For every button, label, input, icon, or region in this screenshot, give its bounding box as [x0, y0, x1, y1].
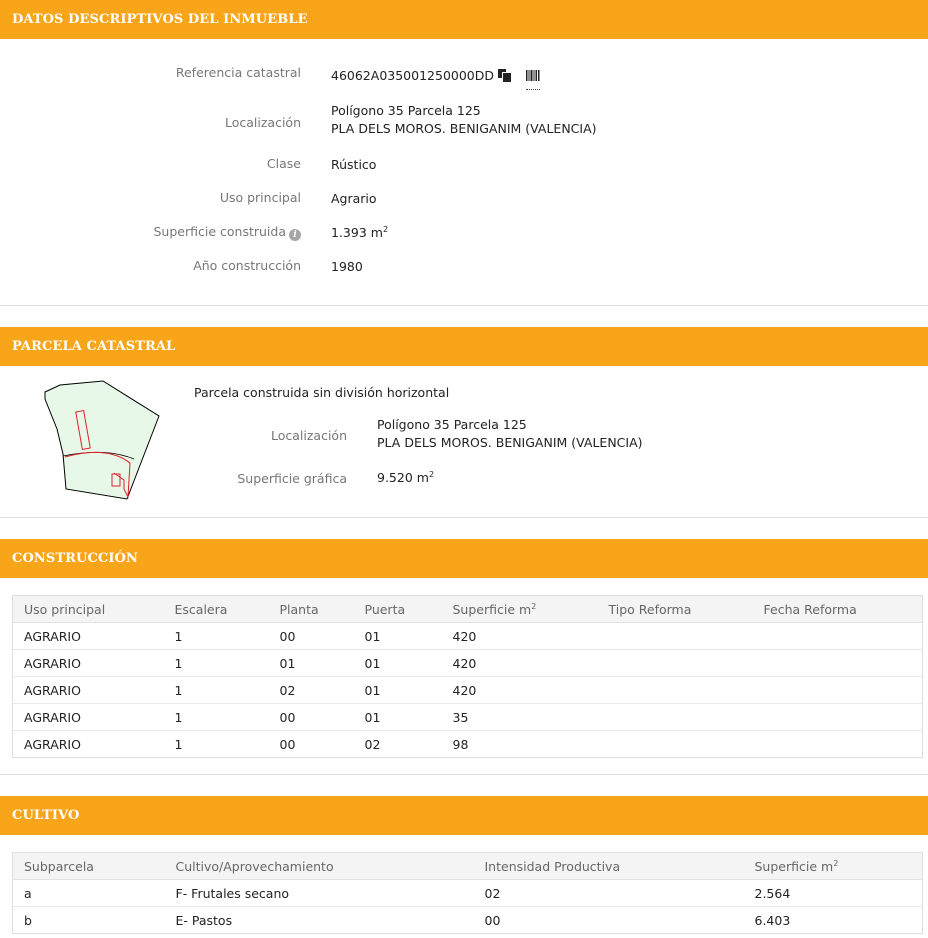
cell-tipo-reforma	[598, 704, 753, 731]
cultivo-header-row	[13, 853, 923, 880]
col-tipo-reforma: Tipo Reforma	[598, 596, 753, 623]
cell-planta: 00	[269, 731, 354, 758]
cell-escalera: 1	[164, 623, 269, 650]
table-row	[13, 880, 923, 907]
datos-body	[0, 39, 928, 305]
table-row	[13, 623, 923, 650]
cell-planta: 00	[269, 623, 354, 650]
parcela-section	[0, 327, 928, 518]
cell-tipo-reforma	[598, 677, 753, 704]
cell-superficie: 420	[442, 677, 598, 704]
cell-subparcela: a	[13, 880, 165, 907]
cultivo-header: CULTIVO	[0, 796, 928, 835]
cell-puerta: 02	[354, 731, 442, 758]
datos-section	[0, 0, 928, 306]
cell-escalera: 1	[164, 650, 269, 677]
col-intensidad: Intensidad Productiva	[474, 853, 744, 880]
col-superficie	[744, 853, 923, 880]
col-superficie	[442, 596, 598, 623]
cell-superficie: 35	[442, 704, 598, 731]
cell-escalera: 1	[164, 704, 269, 731]
copy-icon[interactable]	[498, 69, 510, 81]
localizacion-label: Localización	[224, 115, 301, 130]
referencia-value[interactable]: 46062A035001250000DD	[331, 68, 495, 83]
cell-uso: AGRARIO	[13, 704, 164, 731]
cell-escalera: 1	[164, 677, 269, 704]
parcela-header: PARCELA CATASTRAL	[0, 327, 928, 366]
cell-superficie: 2.564	[744, 880, 923, 907]
cell-planta: 02	[269, 677, 354, 704]
anio-label: Año construcción	[193, 258, 301, 273]
superficie-value: 1.393 m	[331, 225, 383, 240]
cell-uso: AGRARIO	[13, 650, 164, 677]
construccion-header-row	[13, 596, 923, 623]
parcela-superficie-label: Superficie gráfica	[237, 471, 347, 486]
cell-uso: AGRARIO	[13, 677, 164, 704]
parcela-localizacion-line1: Polígono 35 Parcela 125	[377, 417, 527, 432]
parcela-superficie-value: 9.520 m	[377, 470, 429, 485]
referencia-label: Referencia catastral	[175, 65, 301, 80]
parcel-outline	[45, 381, 159, 499]
referencia-value-wrap	[331, 67, 540, 90]
col-escalera: Escalera	[164, 596, 269, 623]
datos-header: DATOS DESCRIPTIVOS DEL INMUEBLE	[0, 0, 928, 39]
cell-puerta: 01	[354, 650, 442, 677]
col-subparcela: Subparcela	[13, 853, 165, 880]
cell-superficie: 420	[442, 623, 598, 650]
parcela-localizacion-value	[377, 416, 643, 452]
parcela-descripcion: Parcela construida sin división horizontal	[194, 385, 450, 400]
cell-uso: AGRARIO	[13, 731, 164, 758]
cell-superficie: 420	[442, 650, 598, 677]
cell-puerta: 01	[354, 704, 442, 731]
col-superficie-label: Superficie m	[452, 601, 532, 617]
anio-value: 1980	[331, 259, 363, 274]
parcela-map[interactable]	[42, 379, 164, 503]
cell-tipo-reforma	[598, 650, 753, 677]
cell-intensidad: 00	[474, 907, 744, 934]
cell-fecha-reforma	[753, 623, 923, 650]
construccion-table-wrap	[0, 578, 928, 774]
parcela-body	[0, 366, 928, 517]
parcela-localizacion-label: Localización	[270, 428, 347, 443]
localizacion-value	[331, 102, 597, 138]
cell-cultivo: E- Pastos	[165, 907, 474, 934]
uso-value: Agrario	[331, 191, 377, 206]
construccion-header: CONSTRUCCIÓN	[0, 539, 928, 578]
cell-uso: AGRARIO	[13, 623, 164, 650]
cell-subparcela: b	[13, 907, 165, 934]
parcela-superficie-exponent: 2	[428, 469, 435, 479]
col-cultivo: Cultivo/Aprovechamiento	[165, 853, 474, 880]
parcela-superficie-wrap	[377, 470, 434, 485]
construccion-table	[12, 595, 923, 758]
cell-cultivo: F- Frutales secano	[165, 880, 474, 907]
clase-label: Clase	[266, 156, 301, 171]
col-fecha-reforma: Fecha Reforma	[753, 596, 923, 623]
superficie-value-wrap	[331, 224, 388, 242]
cultivo-section	[0, 796, 928, 934]
barcode-icon[interactable]	[526, 68, 540, 90]
info-icon[interactable]: i	[289, 229, 301, 241]
superficie-label-wrap	[154, 224, 302, 241]
superficie-exponent: 2	[382, 224, 389, 234]
uso-label: Uso principal	[219, 190, 301, 205]
table-row	[13, 677, 923, 704]
localizacion-line2: PLA DELS MOROS. BENIGANIM (VALENCIA)	[331, 121, 597, 136]
cell-intensidad: 02	[474, 880, 744, 907]
col-superficie-exponent: 2	[531, 601, 537, 611]
parcela-localizacion-line2: PLA DELS MOROS. BENIGANIM (VALENCIA)	[377, 435, 643, 450]
cell-fecha-reforma	[753, 704, 923, 731]
cell-fecha-reforma	[753, 731, 923, 758]
col-uso: Uso principal	[13, 596, 164, 623]
cell-superficie: 6.403	[744, 907, 923, 934]
col-superficie-exponent: 2	[833, 858, 839, 868]
cultivo-table	[12, 852, 923, 934]
table-row	[13, 650, 923, 677]
cultivo-table-wrap	[0, 835, 928, 934]
cell-superficie: 98	[442, 731, 598, 758]
col-superficie-label: Superficie m	[754, 858, 834, 874]
col-puerta: Puerta	[354, 596, 442, 623]
cell-escalera: 1	[164, 731, 269, 758]
col-planta: Planta	[269, 596, 354, 623]
localizacion-line1: Polígono 35 Parcela 125	[331, 103, 481, 118]
cell-planta: 00	[269, 704, 354, 731]
cell-planta: 01	[269, 650, 354, 677]
cell-tipo-reforma	[598, 731, 753, 758]
table-row	[13, 731, 923, 758]
table-row	[13, 704, 923, 731]
clase-value: Rústico	[331, 157, 377, 172]
cell-fecha-reforma	[753, 650, 923, 677]
cell-puerta: 01	[354, 677, 442, 704]
construccion-section	[0, 539, 928, 775]
cell-fecha-reforma	[753, 677, 923, 704]
cell-tipo-reforma	[598, 623, 753, 650]
table-row	[13, 907, 923, 934]
superficie-label: Superficie construida	[153, 224, 286, 239]
cell-puerta: 01	[354, 623, 442, 650]
